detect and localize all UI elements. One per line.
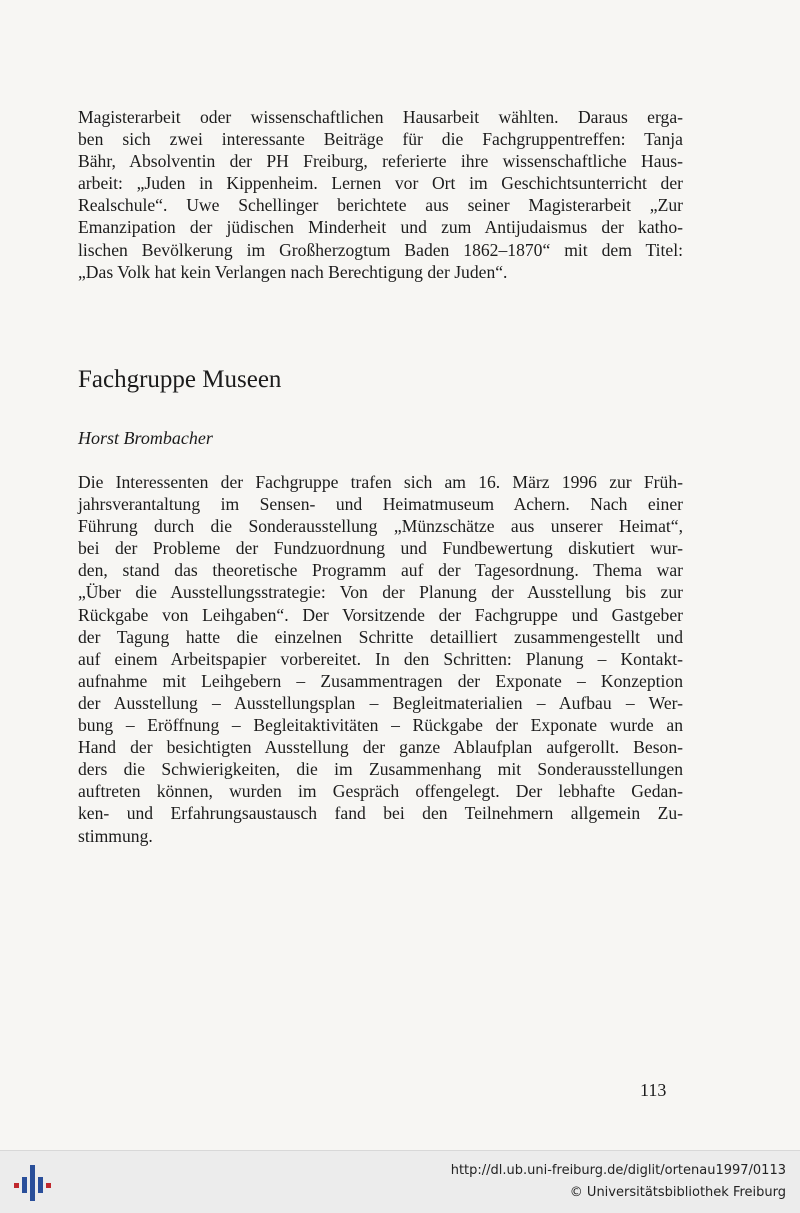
text-line: der Tagung hatte die einzelnen Schritte detailliert zusammengestellt und	[78, 626, 683, 647]
text-line: lischen Bevölkerung im Großherzogtum Baden 1862–1870“ mit dem Titel:	[78, 239, 683, 260]
text-line: „Über die Ausstellungsstrategie: Von der Planung der Ausstellung bis zur	[78, 582, 683, 603]
text-line: den, stand das theoretische Programm auf der Tagesordnung. Thema war	[78, 560, 683, 581]
text-line: bung – Eröffnung – Begleitaktivitäten – Rückgabe der Exponate wurde an	[78, 715, 683, 736]
text-line: Emanzipation der jüdischen Minderheit und zum Antijudaismus der katho-	[78, 217, 683, 238]
text-line: Hand der besichtigten Ausstellung der ganze Ablaufplan aufgerollt. Beson-	[78, 737, 683, 758]
text-line: aufnahme mit Leihgebern – Zusammentragen der Exponate – Konzeption	[78, 670, 683, 691]
copyright-notice: © Universitätsbibliothek Freiburg	[569, 1185, 786, 1200]
text-line: Führung durch die Sonderausstellung „Münzschätze aus unserer Heimat“,	[78, 516, 683, 537]
paragraph-intro	[78, 106, 683, 283]
text-line: auf einem Arbeitspapier vorbereitet. In den Schritten: Planung – Kontakt-	[78, 648, 683, 669]
text-line: Realschule“. Uwe Schellinger berichtete aus seiner Magisterarbeit „Zur	[78, 195, 683, 216]
text-line: Bähr, Absolventin der PH Freiburg, referierte ihre wissenschaftliche Haus-	[78, 151, 683, 172]
author-name: Horst Brombacher	[78, 428, 213, 448]
text-line: auftreten können, wurden im Gespräch offengelegt. Der lebhafte Gedan-	[78, 781, 683, 802]
text-line: „Das Volk hat kein Verlangen nach Berechtigung der Juden“.	[78, 261, 508, 282]
section-heading: Fachgruppe Museen	[78, 366, 282, 393]
source-url-link[interactable]: http://dl.ub.uni-freiburg.de/diglit/ortenau1997/0113	[450, 1163, 786, 1178]
text-line: ders die Schwierigkeiten, die im Zusammenhang mit Sonderausstellungen	[78, 759, 683, 780]
text-line: arbeit: „Juden in Kippenheim. Lernen vor Ort im Geschichtsunterricht der	[78, 173, 683, 194]
text-line: Die Interessenten der Fachgruppe trafen sich am 16. März 1996 zur Früh-	[78, 472, 683, 492]
text-line: ken- und Erfahrungsaustausch fand bei den Teilnehmern allgemein Zu-	[78, 803, 683, 824]
library-footer	[0, 1150, 800, 1213]
text-line: Rückgabe von Leihgaben“. Der Vorsitzende der Fachgruppe und Gastgeber	[78, 604, 683, 625]
library-logo-icon	[12, 1163, 52, 1203]
page-number: 113	[640, 1080, 667, 1100]
paragraph-body	[78, 471, 683, 847]
text-line: Magisterarbeit oder wissenschaftlichen Hausarbeit wählten. Daraus erga-	[78, 107, 683, 127]
text-line: der Ausstellung – Ausstellungsplan – Begleitmaterialien – Aufbau – Wer-	[78, 692, 683, 713]
text-line: ben sich zwei interessante Beiträge für die Fachgruppentreffen: Tanja	[78, 129, 683, 150]
text-line: jahrsverantaltung im Sensen- und Heimatmuseum Achern. Nach einer	[78, 494, 683, 515]
text-line: stimmung.	[78, 825, 153, 846]
text-line: bei der Probleme der Fundzuordnung und Fundbewertung diskutiert wur-	[78, 538, 683, 559]
